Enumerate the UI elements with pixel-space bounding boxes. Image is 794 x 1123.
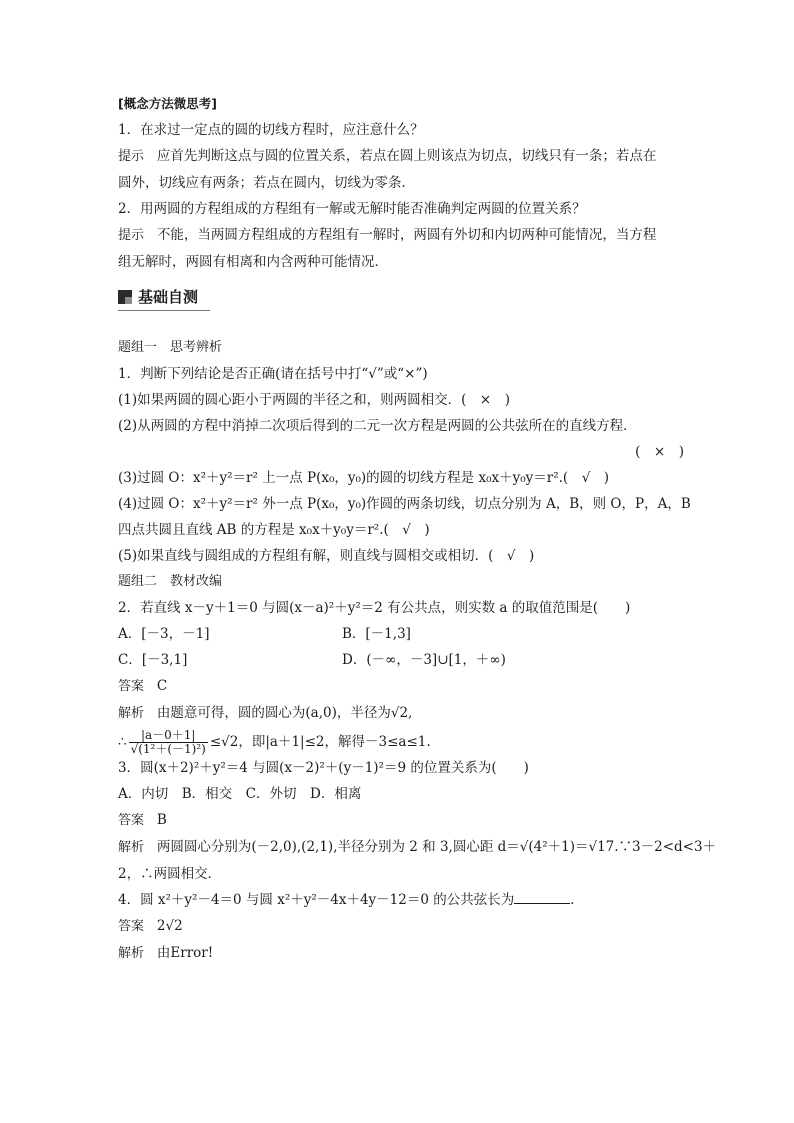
answer-label: 答案 [118,813,145,828]
analysis-label: 解析 [118,706,145,721]
statement-2-mark: ( × ) [635,444,684,460]
question-3-answer: 答案 B [118,812,167,828]
question-2-answer: 答案 C [118,678,168,694]
question-3-analysis-line2: 2，∴两圆相交． [118,866,222,882]
concept-question-1: 1．在求过一定点的圆的切线方程时，应注意什么？ [118,122,424,138]
question-2-analysis-line1: 解析 由题意可得，圆的圆心为(a,0)，半径为√2, [118,705,413,721]
statement-4-line2: 四点共圆且直线 AB 的方程是 x₀x＋y₀y＝r².( √ ) [118,522,430,538]
statement-3: (3)过圆 O：x²＋y²＝r² 上一点 P(x₀，y₀)的圆的切线方程是 x₀x＋y₀y＝r².( √ ) [118,470,610,486]
statement-4-line1: (4)过圆 O：x²＋y²＝r² 外一点 P(x₀，y₀)作圆的两条切线，切点分别为 A，B，则 O，P，A，B [118,496,691,512]
answer-label: 答案 [118,919,145,934]
answer-label: 答案 [118,679,145,694]
concept-title: [概念方法微思考] [118,96,217,111]
hint-label: 提示 [118,149,145,164]
concept-answer-2-line1: 提示 不能，当两圆方程组成的方程组有一解时，两圆有外切和内切两种可能情况，当方程 [118,227,657,243]
fraction: $\frac{|a-0+1|}{\text{√(1²＋(－1)²)}}$ [130,728,206,756]
statement-2: (2)从两圆的方程中消掉二次项后得到的二元一次方程是两圆的公共弦所在的直线方程． [118,418,637,434]
section-header [118,284,684,314]
analysis-label: 解析 [118,946,145,961]
question-3-stem: 3．圆(x＋2)²＋y²＝4 与圆(x－2)²＋(y－1)²＝9 的位置关系为( ) [118,760,529,776]
question-2-options-ab [118,626,684,642]
section-square-icon [118,290,132,304]
document-page [118,96,717,961]
question-4-answer: 答案 2√2 [118,918,183,934]
concept-question-2: 2．用两圆的方程组成的方程组有一解或无解时能否准确判定两圆的位置关系？ [118,201,586,217]
statement-5: (5)如果直线与圆组成的方程组有解，则直线与圆相交或相切．( √ ) [118,548,535,564]
group1-question-1: 1．判断下列结论是否正确(请在括号中打“√”或“×”) [118,366,428,382]
section-underline [118,310,210,311]
option-c: C．[－3,1] [118,652,188,668]
question-2-options-cd [118,652,684,668]
question-4-stem: 4．圆 x²＋y²－4＝0 与圆 x²＋y²－4x＋4y－12＝0 的公共弦长为 ． [118,892,584,908]
question-4-analysis: 解析 由Error! [118,945,214,961]
analysis-label: 解析 [118,840,145,855]
concept-answer-1-line1: 提示 应首先判断这点与圆的位置关系，若点在圆上则该点为切点，切线只有一条；若点在 [118,148,657,164]
question-2-stem: 2．若直线 x－y＋1＝0 与圆(x－a)²＋y²＝2 有公共点，则实数 a 的取值范围是( ) [118,600,631,616]
answer-blank [514,892,570,904]
group1-title: 题组一 思考辨析 [118,340,223,355]
concept-answer-1-line2: 圆外，切线应有两条；若点在圆内，切线为零条． [118,175,415,191]
hint-label: 提示 [118,228,145,243]
option-b: B．[－1,3] [342,626,411,642]
statement-1: (1)如果两圆的圆心距小于两圆的半径之和，则两圆相交．( × ) [118,392,510,408]
question-3-analysis-line1: 解析 两圆圆心分别为(－2,0),(2,1),半径分别为 2 和 3,圆心距 d＝√(4²＋1)＝√17.∵3－2<d<3＋ [118,839,717,855]
question-2-analysis-line2: ∴ $\frac{|a-0+1|}{\text{√(1²＋(－1)²)}}$ ≤√2，即|a＋1|≤2，解得－3≤a≤1. [118,728,431,756]
section-title: 基础自测 [138,288,199,306]
option-a: A．[－3，－1] [118,626,210,642]
question-3-options: A．内切 B．相交 C．外切 D．相离 [118,786,362,802]
option-d: D．(－∞，－3]∪[1，＋∞) [342,652,506,668]
group2-title: 题组二 教材改编 [118,574,223,589]
concept-answer-2-line2: 组无解时，两圆有相离和内含两种可能情况． [118,254,388,270]
